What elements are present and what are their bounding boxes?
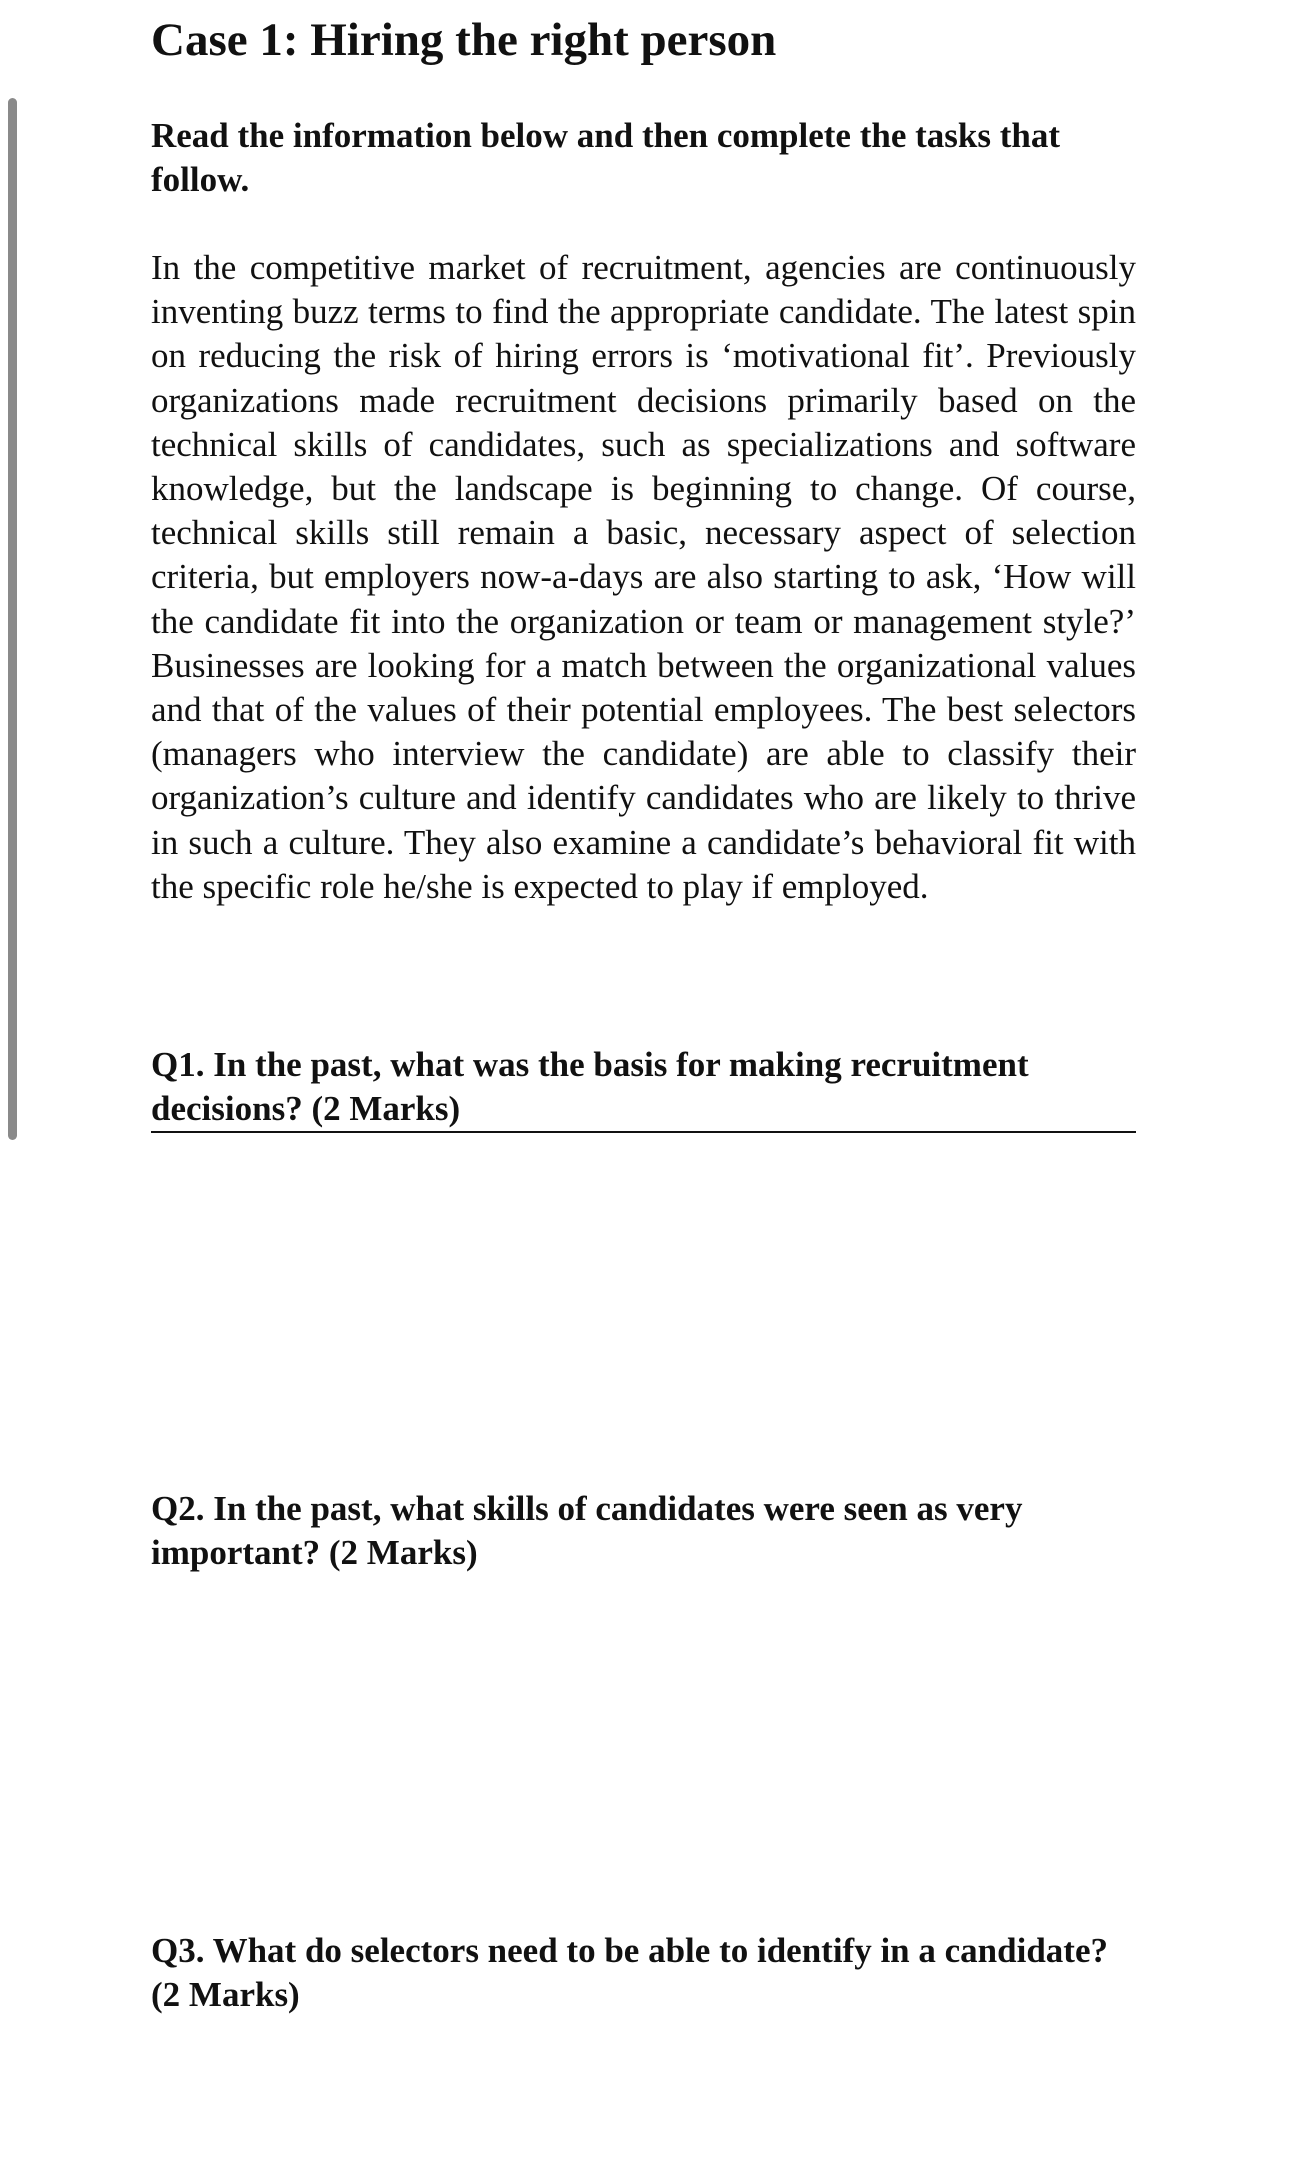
case-title: Case 1: Hiring the right person <box>151 14 777 66</box>
answer-underline <box>151 1131 1136 1133</box>
instruction-text: Read the information below and then complete the tasks that follow. <box>151 116 1061 199</box>
case-passage: In the competitive market of recruitment, agencies are continuously inventing buzz terms to find the appropriate candidate. The latest spin on reducing the risk of hiring errors is ‘motivational fit’. Previously organizations made recruitment decisions primarily based on the technical skills of candidates, such as specializations and software knowledge, but the landscape is beginning to change. Of course, technical skills still remain a basic, necessary aspect of selection criteria, but employers now-a-days are also starting to ask, ‘How will the candidate fit into the organization or team or management style?’ Businesses are looking for a match between the organizational values and that of the values of their potential employees. The best selectors (managers who interview the candidate) are able to classify their organization’s culture and identify candidates who are likely to thrive in such a culture. They also examine a candidate’s behavioral fit with the specific role he/she is expected to play if employed. <box>151 248 1136 906</box>
vertical-scrollbar[interactable] <box>8 98 17 1140</box>
question-1: Q1. In the past, what was the basis for making recruitment decisions? (2 Marks) <box>151 1045 1029 1128</box>
question-2: Q2. In the past, what skills of candidates were seen as very important? (2 Marks) <box>151 1489 1023 1572</box>
question-3: Q3. What do selectors need to be able to identify in a candidate? (2 Marks) <box>151 1931 1108 2014</box>
